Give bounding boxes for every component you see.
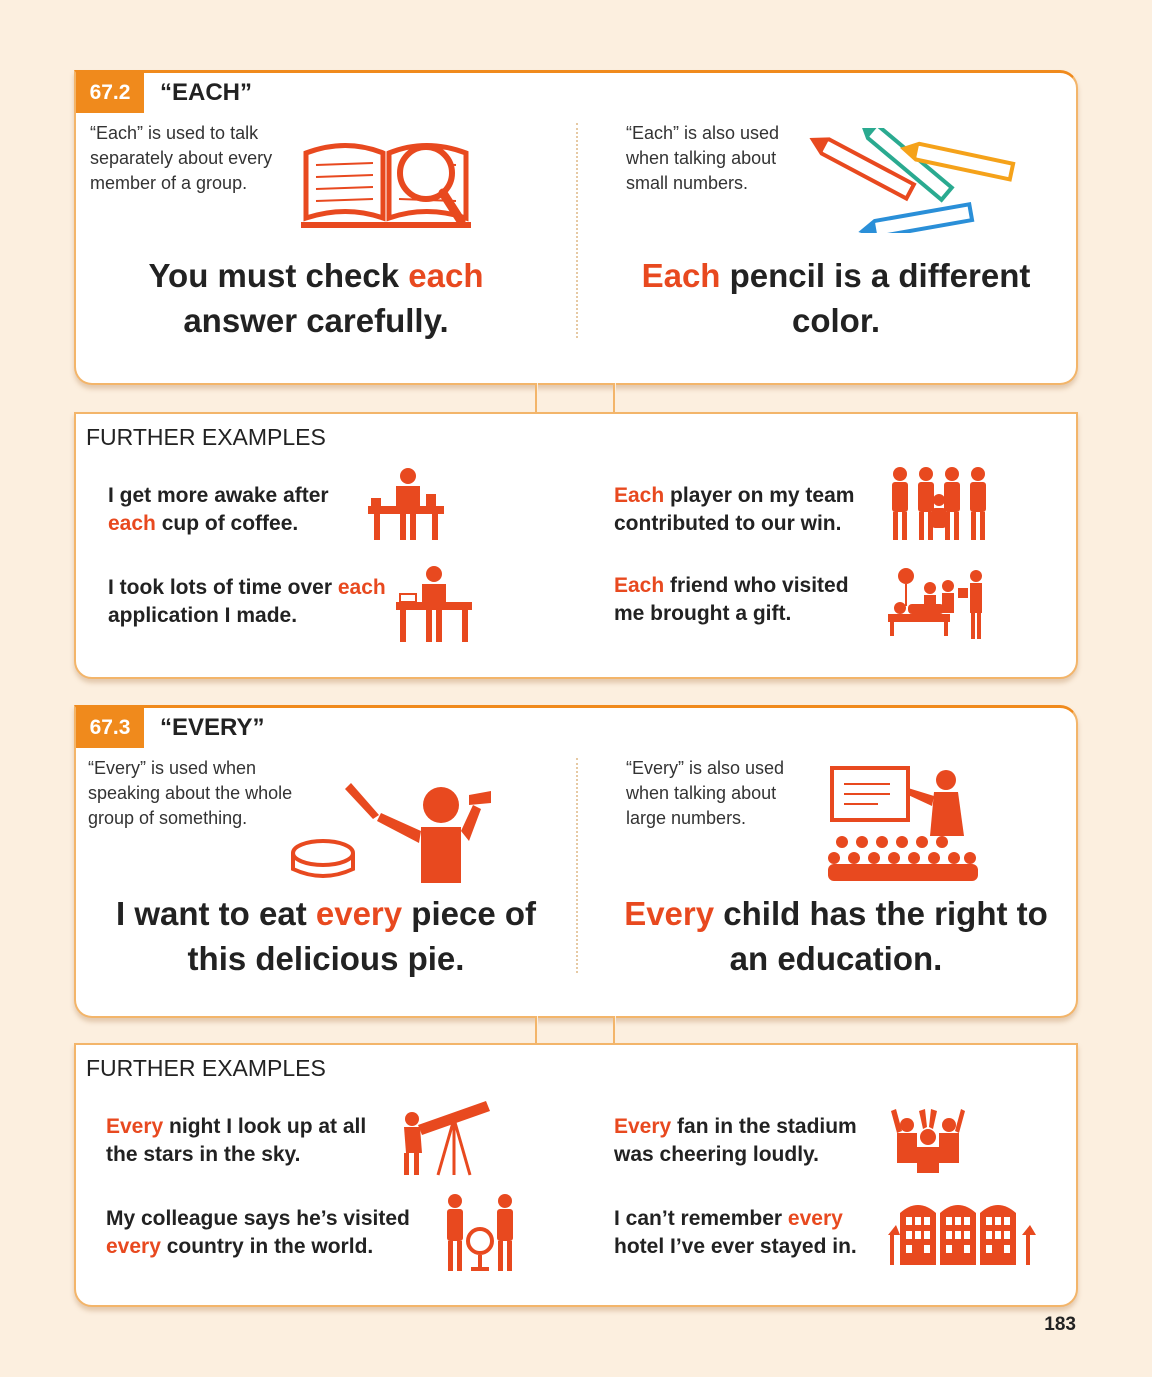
each-further-panel [74,412,1078,679]
example-item: Each player on my team contributed to our win. [614,484,855,535]
every-right-intro: “Every” is also used when talking about large numbers. [626,758,785,828]
knife-pie-person-icon [291,783,496,883]
column-divider [576,758,578,973]
example-item: My colleague says he’s visited every country in the world. [106,1207,410,1258]
connector-right [613,1016,616,1044]
page-number: 183 [1044,1314,1076,1335]
team-players-icon [886,466,991,541]
pencils-icon [806,128,1016,233]
connector-left [535,1016,538,1044]
further-examples-title: FURTHER EXAMPLES [86,424,326,450]
every-right-example: Every child has the right to an education. [624,895,1048,977]
book-magnifier-icon [301,133,471,233]
section-number: 67.2 [76,73,144,113]
every-panel [74,705,1078,1018]
section-title: “EACH” [160,79,253,106]
each-left-intro: “Each” is used to talk separately about every member of a group. [90,123,273,193]
hotels-icon [888,1195,1038,1267]
coffee-desk-icon [366,466,446,541]
every-left-example: I want to eat every piece of this delicious pie. [116,895,536,977]
writing-desk-icon [394,564,474,644]
hospital-visit-icon [886,566,986,641]
further-examples-title: FURTHER EXAMPLES [86,1055,326,1081]
each-right-example: Each pencil is a different color. [641,257,1031,339]
example-item: Every night I look up at all the stars in the sky. [106,1115,367,1166]
each-right-intro: “Each” is also used when talking about small numbers. [626,123,780,193]
connector-left [535,383,538,413]
each-panel [74,70,1078,385]
section-title: “EVERY” [160,714,265,741]
teacher-classroom-icon [828,766,978,881]
every-left-intro: “Every” is used when speaking about the whole group of something. [88,758,293,828]
connector-right [613,383,616,413]
each-left-example: You must check each answer carefully. [148,257,484,339]
example-item: Each friend who visited me brought a gift. [614,574,849,625]
example-item: I took lots of time over each application I made. [108,576,386,627]
every-further-panel [74,1043,1078,1307]
example-item: I get more awake after each cup of coffee. [108,484,329,535]
example-item: Every fan in the stadium was cheering loudly. [614,1115,857,1166]
globe-colleagues-icon [441,1193,521,1273]
column-divider [576,123,578,338]
telescope-icon [398,1097,493,1177]
section-number: 67.3 [76,708,144,748]
example-item: I can’t remember every hotel I’ve ever stayed in. [614,1207,857,1258]
cheering-fans-icon [891,1103,966,1173]
